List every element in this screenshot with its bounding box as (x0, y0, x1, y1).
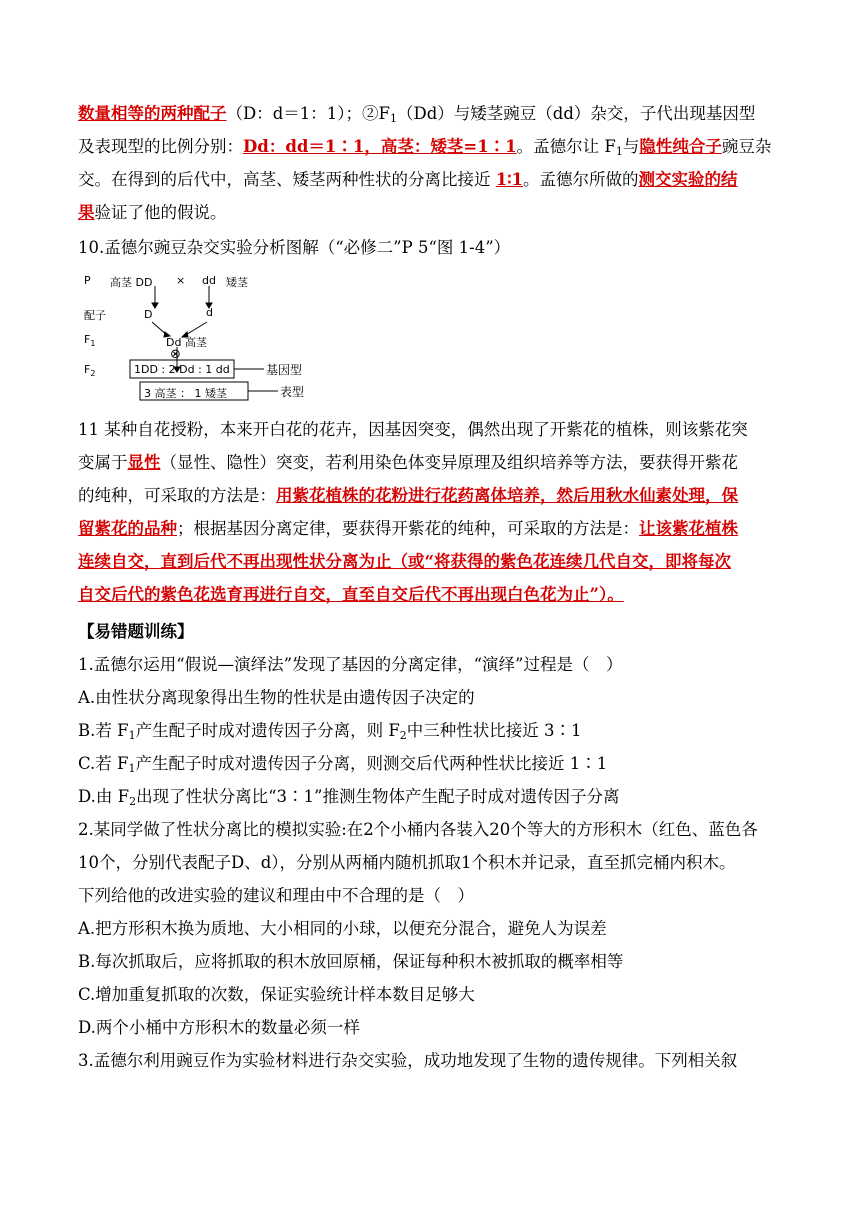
q11-line (78, 550, 778, 574)
qa1-stem: 1.孟德尔运用“假说—演绎法”发现了基因的分离定律，“演绎”过程是（ ） (78, 655, 623, 674)
self-cross-icon: ⊗ (170, 347, 181, 362)
answer-highlight: 让该紫花植株 (639, 519, 738, 538)
answer-highlight: 测交实验的结 (638, 170, 738, 189)
qa1-option-d: D.由 $F_2$出现了性状分离比“3∶1”推测生物体产生配子时成对遗传因子分离 (78, 787, 620, 808)
answer-highlight: 隐性纯合子 (639, 137, 722, 156)
qa2-option-b: B.每次抓取后，应将抓取的积木放回原桶，保证每种积木被抓取的概率相等 (78, 952, 624, 971)
f2-label: $F_2$ (84, 363, 96, 378)
qa2-stem: 10个，分别代表配子D、d），分别从两桶内随机抓取1个积木并记录，直至抓完桶内积木。 (78, 853, 736, 872)
answer-highlight: 自交后代的紫色花选育再进行自交，直至自交后代不再出现白色花为止”）。 (78, 585, 624, 604)
gamete-d: d (206, 306, 213, 319)
gamete-label: 配子 (84, 309, 106, 322)
answer-highlight: 果 (78, 203, 95, 222)
paragraph-line: 及表现型的比例分别：Dd：dd＝1∶1，高茎：矮茎=1∶1。孟德尔让 $F_1$与隐性纯合子豌豆杂 (78, 137, 772, 158)
paragraph-line: 果验证了他的假说。 (78, 203, 227, 222)
parent-short: 矮茎 (226, 276, 248, 289)
genotype-label: 基因型 (266, 363, 303, 377)
paragraph-line: 数量相等的两种配子（D：d＝1：1）；$②F_1(Dd)$与矮茎豌豆（dd）杂交，子代出现基因型 (78, 104, 756, 125)
qa1-option-b: B.若 $F_1$产生配子时成对遗传因子分离，则 $F_2$中三种性状比接近 3∶1 (78, 721, 582, 742)
q11-line (78, 583, 778, 607)
cross-symbol: × (176, 274, 186, 287)
qa1-option-c: C.若 $F_1$产生配子时成对遗传因子分离，则测交后代两种性状比接近 1∶1 (78, 754, 608, 775)
mendel-cross-diagram (80, 270, 320, 405)
q11-line: 变属于显性（显性、隐性）突变，若利用染色体变异原理及组织培养等方法，要获得开紫花 (78, 453, 738, 472)
qa2-option-c: C.增加重复抓取的次数，保证实验统计样本数目足够大 (78, 985, 475, 1004)
p-label: P (84, 274, 91, 287)
phenotype-label: 表型 (280, 385, 305, 399)
answer-highlight: 连续自交，直到后代不再出现性状分离为止（或“将获得的紫色花连续几代自交，即将每次 (78, 552, 731, 571)
answer-highlight: 显性 (127, 453, 161, 472)
qa2-stem: 下列给他的改进实验的建议和理由中不合理的是（ ） (78, 886, 474, 905)
gamete-D: D (144, 308, 153, 321)
answer-highlight: 数量相等的两种配子 (78, 104, 227, 123)
paragraph-line: 交。在得到的后代中，高茎、矮茎两种性状的分离比接近 1∶1。孟德尔所做的测交实验的结 (78, 170, 738, 189)
qa2-stem: 2.某同学做了性状分离比的模拟实验:在2个小桶内各装入20个等大的方形积木（红色、蓝色各 (78, 820, 758, 839)
q11-line: 留紫花的品种；根据基因分离定律，要获得开紫花的纯种，可采取的方法是：让该紫花植株 (78, 519, 738, 538)
phenotype-ratio: 3 高茎 ： 1 矮茎 (144, 387, 227, 400)
qa2-option-a: A.把方形积木换为质地、大小相同的小球，以便充分混合，避免人为误差 (78, 919, 607, 938)
section-title: 【易错题训练】 (78, 622, 194, 641)
answer-highlight: Dd：dd＝1∶1，高茎：矮茎=1∶1 (243, 137, 517, 156)
genotype-ratio: 1DD : 2 Dd : 1 dd (134, 363, 230, 376)
answer-highlight: 留紫花的品种 (78, 519, 177, 538)
answer-highlight: 用紫花植株的花粉进行花药离体培养，然后用秋水仙素处理，保 (276, 486, 738, 505)
f1-label: $F_1$ (84, 333, 96, 348)
q11-line: 11 某种自花授粉，本来开白花的花卉，因基因突变，偶然出现了开紫花的植株，则该紫花突 (78, 420, 748, 439)
f1-value: Dd 高茎 (166, 336, 207, 349)
answer-highlight: 1∶1 (495, 170, 524, 189)
q11-line: 的纯种，可采取的方法是：用紫花植株的花粉进行花药离体培养，然后用秋水仙素处理，保 (78, 486, 738, 505)
qa2-option-d: D.两个小桶中方形积木的数量必须一样 (78, 1018, 360, 1037)
qa1-option-a: A.由性状分离现象得出生物的性状是由遗传因子决定的 (78, 688, 475, 707)
question-10-title: 10.孟德尔豌豆杂交实验分析图解（“必修二”P 5“图 1-4”） (78, 238, 511, 257)
parent-dd: dd (202, 274, 216, 287)
qa3-stem: 3.孟德尔利用豌豆作为实验材料进行杂交实验，成功地发现了生物的遗传规律。下列相关叙 (78, 1051, 738, 1070)
parent-tall: 高茎 DD (110, 276, 153, 289)
